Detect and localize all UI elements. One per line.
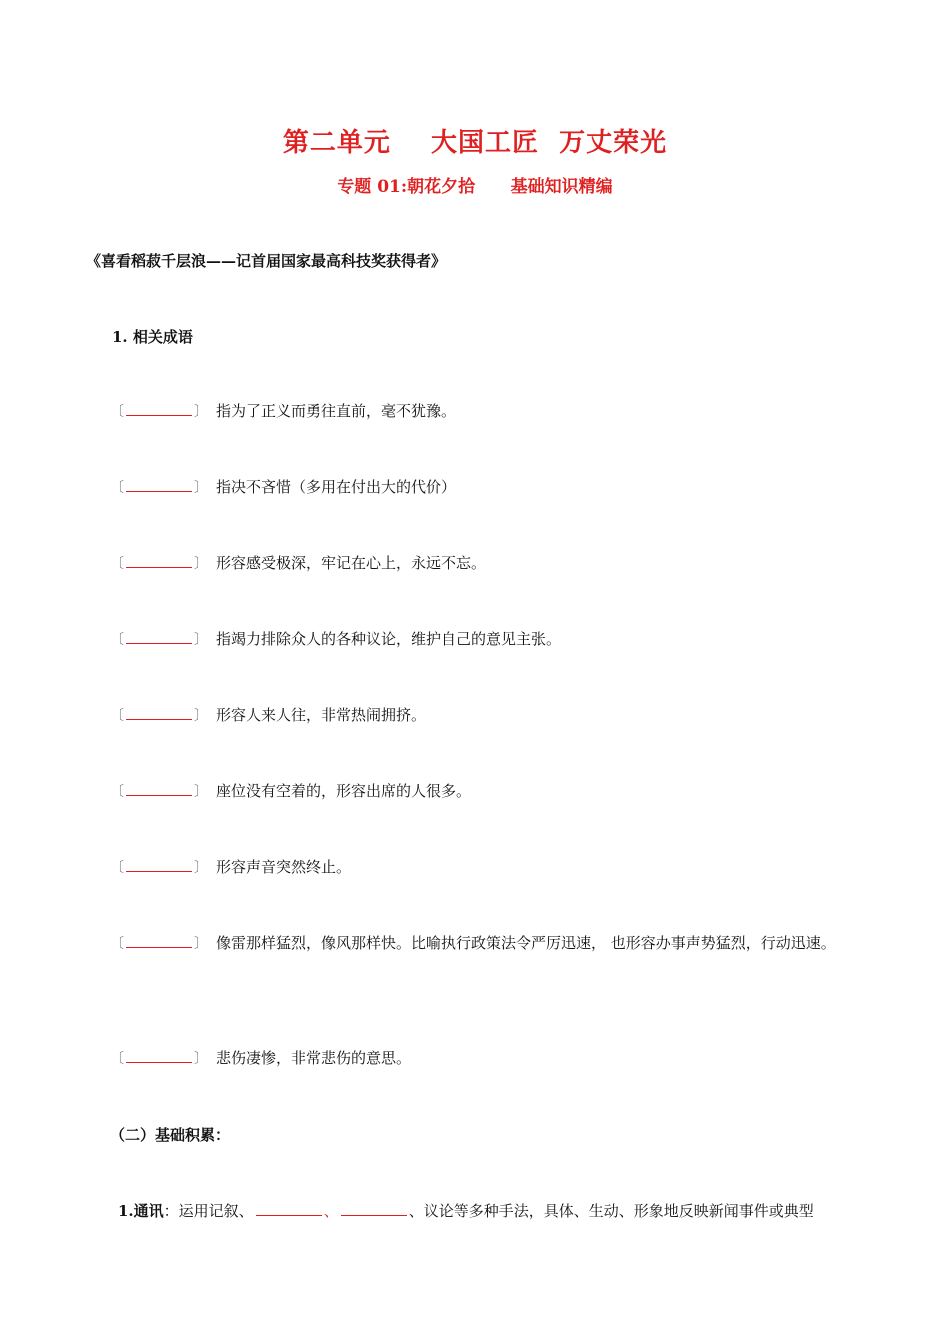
idiom-item: 〔 〕 指决不吝惜（多用在付出大的代价） [110, 478, 457, 496]
idiom-item: 〔 〕 形容人来人往，非常热闹拥挤。 [110, 706, 427, 724]
answer-blank[interactable] [126, 477, 192, 492]
answer-blank[interactable] [126, 705, 192, 720]
idiom-definition: 悲伤凄惨，非常悲伤的意思。 [216, 1049, 412, 1067]
answer-blank[interactable] [341, 1201, 407, 1216]
idiom-item: 〔 〕 形容感受极深，牢记在心上，永远不忘。 [110, 554, 487, 572]
news-term: 1.通讯 [118, 1202, 164, 1220]
idiom-item: 〔 〕 指竭力排除众人的各种议论，维护自己的意见主张。 [110, 630, 562, 648]
idiom-definition: 像雷那样猛烈，像风那样快。比喻执行政策法令严厉迅速， 也形容办事声势猛烈，行动迅速。 [216, 934, 836, 952]
idiom-definition: 指决不吝惜（多用在付出大的代价） [216, 478, 457, 496]
answer-blank[interactable] [256, 1201, 322, 1216]
idiom-definition: 指为了正义而勇往直前，毫不犹豫。 [216, 402, 457, 420]
basics-heading: （二）基础积累： [110, 1126, 231, 1144]
news-definition: 1.通讯：运用记叙、 、 、议论等多种手法，具体、生动、形象地反映新闻事件或典型 [118, 1202, 814, 1220]
lesson-title: 《喜看稻菽千层浪——记首届国家最高科技奖获得者》 [86, 252, 447, 270]
idiom-definition: 指竭力排除众人的各种议论，维护自己的意见主张。 [216, 630, 562, 648]
idiom-definition: 座位没有空着的，形容出席的人很多。 [216, 782, 472, 800]
answer-blank[interactable] [126, 933, 192, 948]
answer-blank[interactable] [126, 629, 192, 644]
idiom-item: 〔 〕 指为了正义而勇往直前，毫不犹豫。 [110, 402, 457, 420]
answer-blank[interactable] [126, 553, 192, 568]
unit-title: 第二单元 大国工匠 万丈荣光 [282, 128, 668, 158]
idiom-item: 〔 〕 像雷那样猛烈，像风那样快。比喻执行政策法令严厉迅速， 也形容办事声势猛烈，行动迅速。 [110, 934, 836, 952]
answer-blank[interactable] [126, 781, 192, 796]
idiom-definition: 形容声音突然终止。 [216, 858, 352, 876]
answer-blank[interactable] [126, 1048, 192, 1063]
answer-blank[interactable] [126, 401, 192, 416]
answer-blank[interactable] [126, 857, 192, 872]
idiom-item: 〔 〕 形容声音突然终止。 [110, 858, 352, 876]
idiom-definition: 形容人来人往，非常热闹拥挤。 [216, 706, 427, 724]
idiom-definition: 形容感受极深，牢记在心上，永远不忘。 [216, 554, 487, 572]
idiom-item: 〔 〕 悲伤凄惨，非常悲伤的意思。 [110, 1049, 412, 1067]
idioms-heading: 1. 相关成语 [112, 328, 193, 346]
idiom-item: 〔 〕 座位没有空着的，形容出席的人很多。 [110, 782, 472, 800]
topic-subtitle: 专题 01:朝花夕拾 基础知识精编 [337, 177, 613, 197]
